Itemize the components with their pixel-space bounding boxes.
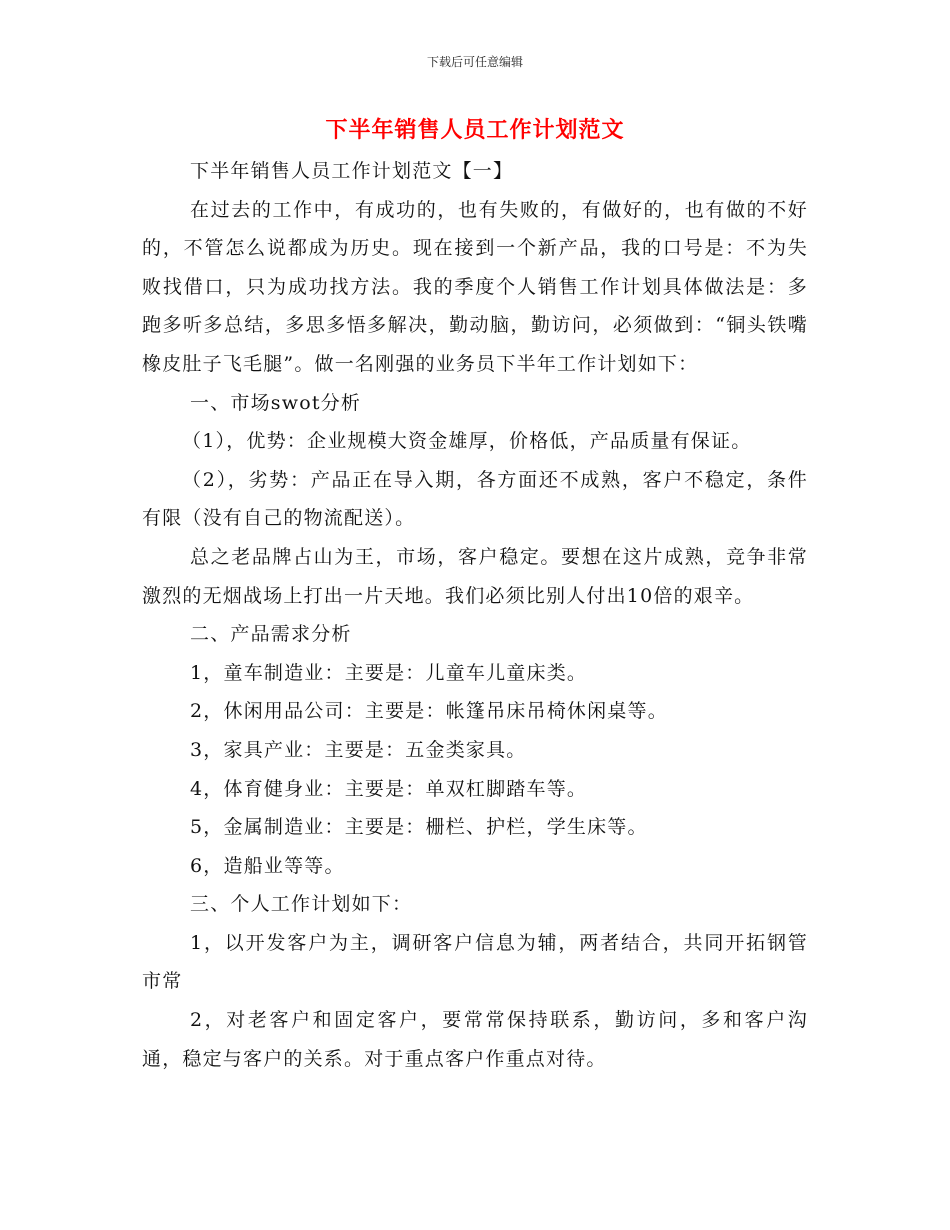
section-heading-plan: 三、个人工作计划如下：	[190, 893, 413, 916]
demand-item-1: 1，童车制造业：主要是：儿童车儿童床类。	[190, 661, 588, 684]
demand-item-4: 4，体育健身业：主要是：单双杠脚踏车等。	[190, 777, 588, 800]
section-heading-demand: 二、产品需求分析	[190, 623, 352, 646]
demand-item-5: 5，金属制造业：主要是：栅栏、护栏，学生床等。	[190, 816, 648, 839]
plan-item-1: 1，以开发客户为主，调研客户信息为辅，两者结合，共同开拓钢管市常	[142, 931, 808, 993]
intro-paragraph: 在过去的工作中，有成功的，也有失败的，有做好的，也有做的不好的，不管怎么说都成为历史。现在接到一个新产品，我的口号是：不为失败找借口，只为成功找方法。我的季度个人销售工作计划具体做法是：多跑多听多总结，多思多悟多解决，勤动脑，勤访问，必须做到：“铜头铁嘴橡皮肚子飞毛腿”。做一名刚强的业务员下半年工作计划如下：	[142, 198, 808, 375]
swot-summary: 总之老品牌占山为王，市场，客户稳定。要想在这片成熟，竞争非常激烈的无烟战场上打出一片天地。我们必须比别人付出10倍的艰辛。	[142, 545, 808, 607]
document-body	[142, 152, 808, 1078]
demand-item-2: 2，休闲用品公司：主要是：帐篷吊床吊椅休闲桌等。	[190, 700, 668, 723]
swot-strength: （1），优势：企业规模大资金雄厚，价格低，产品质量有保证。	[182, 430, 752, 453]
document-title: 下半年销售人员工作计划范文	[325, 118, 625, 143]
demand-item-3: 3，家具产业：主要是：五金类家具。	[190, 738, 527, 761]
plan-item-2: 2，对老客户和固定客户，要常常保持联系，勤访问，多和客户沟通，稳定与客户的关系。对于重点客户作重点对待。	[142, 1009, 808, 1070]
section-heading-swot: 一、市场swot分析	[190, 391, 362, 414]
swot-weakness: （2），劣势：产品正在导入期，各方面还不成熟，客户不稳定，条件有限（没有自己的物流配送）。	[142, 468, 808, 530]
section-heading-one: 下半年销售人员工作计划范文【一】	[190, 160, 514, 182]
demand-item-6: 6，造船业等等。	[190, 854, 345, 877]
header-note: 下载后可任意编辑	[426, 55, 523, 69]
